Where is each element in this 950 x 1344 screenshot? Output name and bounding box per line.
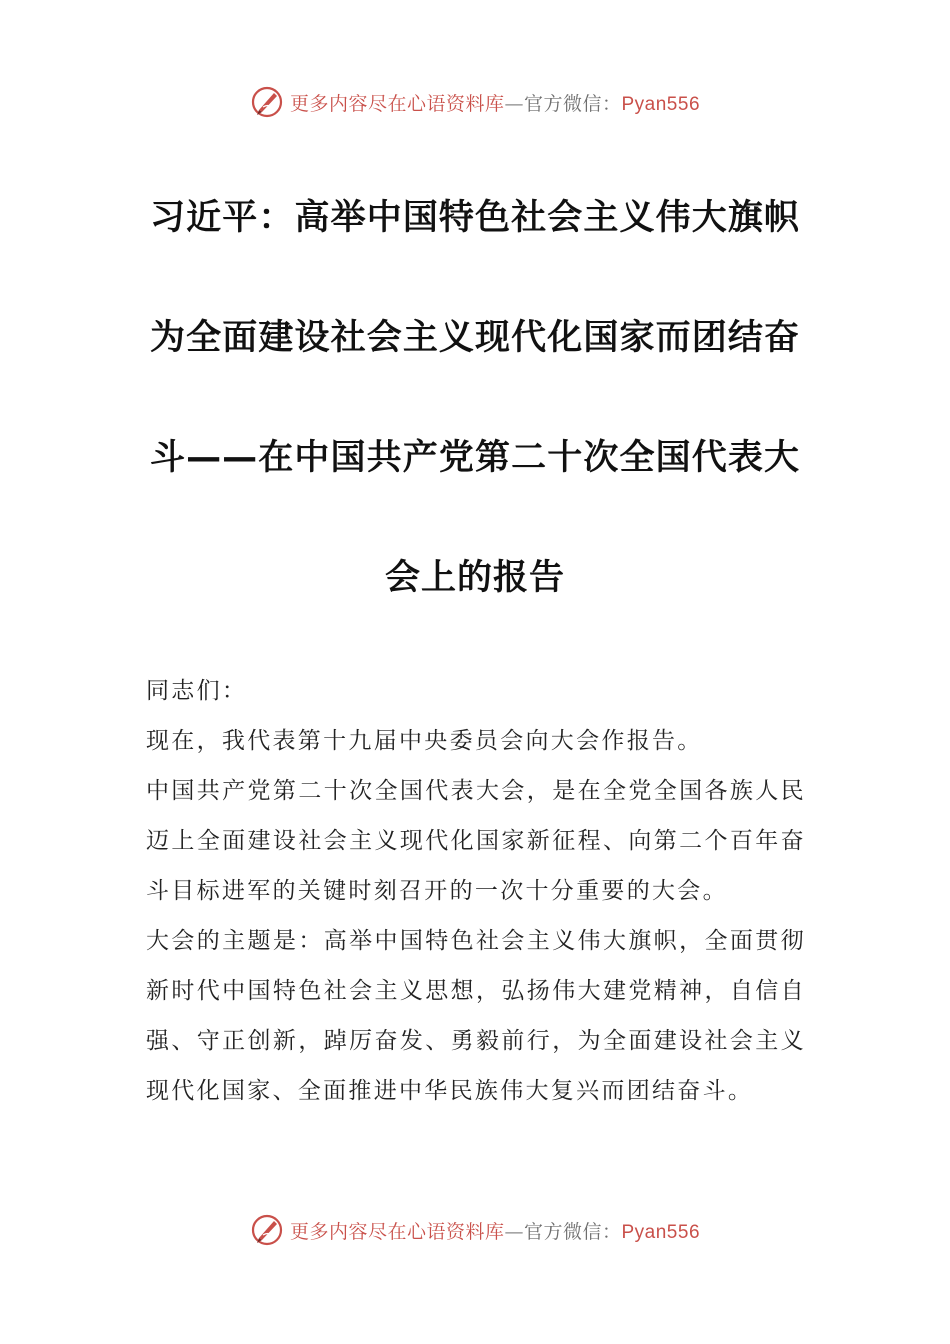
banner-sub-text: 官方微信： <box>523 92 622 115</box>
document-body <box>146 666 806 1116</box>
body-paragraph: 中国共产党第二十次全国代表大会，是在全党全国各族人民迈上全面建设社会主义现代化国家新征程、向第二个百年奋斗目标进军的关键时刻召开的一次十分重要的大会。 <box>146 778 806 904</box>
pen-logo-icon <box>250 85 284 119</box>
pen-logo-icon <box>250 1213 284 1247</box>
salutation-paragraph: 同志们： <box>146 678 248 704</box>
banner-separator: — <box>504 92 524 115</box>
body-paragraph: 大会的主题是：高举中国特色社会主义伟大旗帜，全面贯彻新时代中国特色社会主义思想，弘扬伟大建党精神，自信自强、守正创新，踔厉奋发、勇毅前行，为全面建设社会主义现代化国家、全面推进中华民族伟大复兴而团结奋斗。 <box>146 928 806 1104</box>
banner-wechat-id: Pyan556 <box>621 93 701 115</box>
document-title: 习近平：高举中国特色社会主义伟大旗帜为全面建设社会主义现代化国家而团结奋斗——在中国共产党第二十次全国代表大会上的报告 <box>150 198 800 598</box>
footer-banner <box>0 1210 950 1250</box>
banner-main-text: 更多内容尽在心语资料库 <box>289 92 505 115</box>
banner-text <box>290 89 700 116</box>
banner-text <box>290 1217 700 1244</box>
banner-separator: — <box>504 1220 524 1243</box>
banner-main-text: 更多内容尽在心语资料库 <box>289 1220 505 1243</box>
body-paragraph: 现在，我代表第十九届中央委员会向大会作报告。 <box>146 728 703 754</box>
header-banner <box>0 82 950 122</box>
banner-sub-text: 官方微信： <box>523 1220 622 1243</box>
banner-wechat-id: Pyan556 <box>621 1221 701 1243</box>
